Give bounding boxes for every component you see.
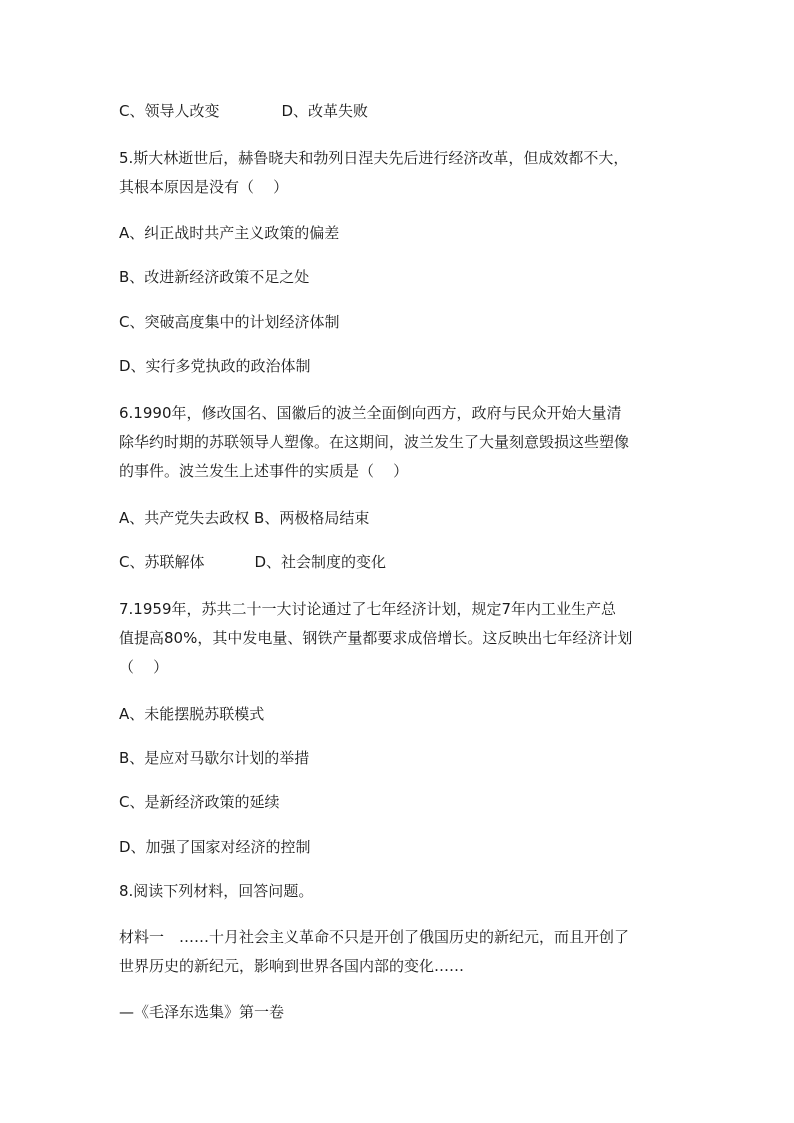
q6-option-ab: A、共产党失去政权 B、两极格局结束 bbox=[119, 509, 370, 527]
q7-option-d: D、加强了国家对经济的控制 bbox=[119, 838, 311, 856]
q5-stem-line1: 5.斯大林逝世后，赫鲁晓夫和勃列日涅夫先后进行经济改革，但成效都不大， bbox=[119, 149, 629, 167]
q4-options-cd bbox=[119, 101, 368, 121]
q7-option-c: C、是新经济政策的延续 bbox=[119, 793, 280, 811]
q6-option-d: D、社会制度的变化 bbox=[254, 553, 387, 571]
q7-stem-line1: 7.1959年，苏共二十一大讨论通过了七年经济计划，规定7年内工业生产总 bbox=[119, 600, 617, 618]
q6-stem-line3 bbox=[119, 461, 409, 481]
q6-stem-line2: 除华约时期的苏联领导人塑像。在这期间，波兰发生了大量刻意毁损这些塑像 bbox=[119, 433, 630, 451]
q6-answer-blank: （ ） bbox=[359, 462, 409, 480]
q5-option-d: D、实行多党执政的政治体制 bbox=[119, 357, 311, 375]
q5-stem-text: 其根本原因是没有 bbox=[119, 178, 240, 196]
q8-source-citation: —《毛泽东选集》第一卷 bbox=[119, 1003, 285, 1021]
q4-option-d: D、改革失败 bbox=[281, 102, 369, 120]
q4-option-c: C、领导人改变 bbox=[119, 102, 220, 120]
q5-option-b: B、改进新经济政策不足之处 bbox=[119, 268, 310, 286]
q6-option-c: C、苏联解体 bbox=[119, 553, 205, 571]
q7-option-b: B、是应对马歇尔计划的举措 bbox=[119, 749, 310, 767]
q8-stem: 8.阅读下列材料，回答问题。 bbox=[119, 882, 314, 900]
q6-stem-line1: 6.1990年，修改国名、国徽后的波兰全面倒向西方，政府与民众开始大量清 bbox=[119, 404, 622, 422]
q6-options-cd bbox=[119, 552, 386, 572]
q5-option-a: A、纠正战时共产主义政策的偏差 bbox=[119, 224, 340, 242]
q8-material1-line1: 材料一 ……十月社会主义革命不只是开创了俄国历史的新纪元，而且开创了 bbox=[119, 928, 630, 946]
q5-answer-blank: （ ） bbox=[239, 178, 289, 196]
q8-material1-line2: 世界历史的新纪元，影响到世界各国内部的变化…… bbox=[119, 957, 465, 975]
q6-stem-text: 的事件。波兰发生上述事件的实质是 bbox=[119, 462, 360, 480]
q5-option-c: C、突破高度集中的计划经济体制 bbox=[119, 313, 340, 331]
q5-stem-line2 bbox=[119, 177, 289, 197]
q7-option-a: A、未能摆脱苏联模式 bbox=[119, 705, 265, 723]
q7-answer-blank: （ ） bbox=[119, 658, 169, 676]
q7-stem-line2: 值提高80%，其中发电量、钢铁产量都要求成倍增长。这反映出七年经济计划 bbox=[119, 629, 633, 647]
